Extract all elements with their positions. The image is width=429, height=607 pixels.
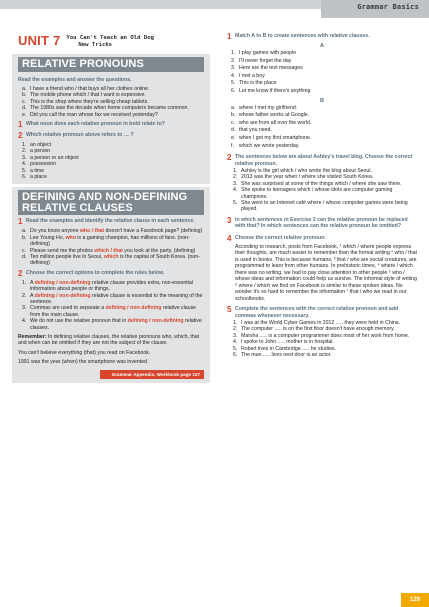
list-item: c. who are from all over the world. xyxy=(231,119,312,126)
list-item: 4. We do not use the relative pronoun that in defining / non-defining relative clauses. xyxy=(22,318,202,331)
reading-paragraph: According to research, posts from Facebook, ¹ which / where people express their thoughts, are much easier to remember than the formal writing ² who / that is used in books. This is because humans, ³ that / who are social creatures, are programmed to learn from other humans. In prehistoric times, ⁴ where / which there was no writing, we had to pay close attention to other people ⁵ who / whose ideas and information could help us survive. The informal style of writing ⁶ where / which we find on Facebook is similar to these spoken ideas. No wonder it's so hard to remember the information ⁷ that / who we read in our schoolbooks. xyxy=(235,243,417,302)
list-item: 1. I play games with people xyxy=(231,50,297,56)
list-item: d. Ten million people live in Seoul, which is the capital of South Korea. (non-defining) xyxy=(22,254,200,267)
list-item: b. whose father works at Google. xyxy=(231,112,310,119)
list-item: d. The 1980s was the decade when home computers became common. xyxy=(22,105,189,112)
question: 1 Read the examples and identify the relative clause in each sentence. xyxy=(18,217,195,227)
instruction: Read the examples and answer the questions. xyxy=(18,76,132,83)
list-item: a. I have a friend who / that buys all her clothes online. xyxy=(22,85,150,92)
example-list xyxy=(22,228,204,266)
panel-heading: RELATIVE PRONOUNS xyxy=(18,57,204,72)
exercise-2-list xyxy=(233,168,417,213)
header-tab xyxy=(321,0,429,18)
list-item: f. which we wrote yesterday. xyxy=(231,142,300,149)
list-item: 6. The man ..... lives next door is an actor. xyxy=(233,351,332,358)
question: 2 The sentences below are about Ashley's travel blog. Choose the correct relative pronoun. xyxy=(227,153,413,167)
list-item: 1. I was at the World Cyber Games in 2012 ..... they were held in China. xyxy=(233,319,401,326)
list-item: b. Lee Young Ho, who is a gaming champion, has millions of fans. (non-defining) xyxy=(22,234,190,248)
defining-clauses-panel xyxy=(12,187,210,382)
unit-label: UNIT 7 xyxy=(18,33,61,48)
list-item: e. Did you call the man whose fax we received yesterday? xyxy=(22,111,158,118)
list-item: 4. I met a boy xyxy=(231,72,265,79)
column-b-label: B xyxy=(319,97,325,104)
list-item: 2. a person xyxy=(22,148,51,155)
right-column xyxy=(227,33,417,358)
example-list xyxy=(22,86,204,118)
list-item: 4. I spoke to John ..... mother is in hospital. xyxy=(233,339,334,346)
example-sentence: You can't believe everything (that) you read on Facebook. xyxy=(18,349,151,356)
list-item: 1. A defining / non-defining relative clause provides extra, non-essential information about people or things. xyxy=(22,279,193,293)
list-item: d. that you need. xyxy=(231,127,272,134)
column-b-list xyxy=(231,105,417,151)
question: 2 Choose the correct options to complete the rules below. xyxy=(18,268,165,278)
column-a-list xyxy=(231,50,417,96)
unit-header xyxy=(18,33,210,49)
list-item: 6. Let me know if there's anything xyxy=(231,87,311,94)
left-column xyxy=(12,33,210,383)
list-item: 2. A defining / non-defining relative clause is essential to the meaning of the sentence. xyxy=(22,292,203,306)
list-item: 3. Marsha ..... is a computer programmer does most of her work from home. xyxy=(233,332,410,339)
list-item: 5. Robert lives in Cambridge ..... he studies. xyxy=(233,345,336,352)
question: 3 In which sentences in Exercise 2 can the relative pronoun be replaced with that? In which sentences can the relative pronoun be omitted? xyxy=(227,215,408,230)
answer-list xyxy=(22,142,204,180)
remember-note: Remember: In defining relative clauses, the relative pronouns who, which, that and when can be omitted if they are not the subject of the clause. xyxy=(18,334,200,347)
list-item: e. when I got my first smartphone. xyxy=(231,134,312,141)
list-item: 3. a person or an object xyxy=(22,154,79,161)
section-title: Grammar Basics xyxy=(357,3,419,11)
list-item: 2. I'll never forget the day xyxy=(231,57,292,64)
list-item: 5. She went to an Internet café where / whose computer games were being played. xyxy=(233,199,408,213)
list-item: 1. an object xyxy=(22,141,52,148)
list-item: b. The mobile phone which / that I want is expensive. xyxy=(22,92,146,99)
question: 2 Which relative pronoun above refers to … ? xyxy=(18,130,134,140)
list-item: 3. She was surprised at some of the things which / where she saw there. xyxy=(233,180,402,187)
question: 4 Choose the correct relative pronoun. xyxy=(227,233,326,243)
list-item: a. Do you know anyone who / that doesn't have a Facebook page? (defining) xyxy=(22,228,203,235)
list-item: a. where I met my girlfriend. xyxy=(231,104,298,111)
question: 1 What noun does each relative pronoun in bold relate to? xyxy=(18,119,165,129)
panel-heading: DEFINING AND NON-DEFINING RELATIVE CLAUSES xyxy=(18,190,204,215)
list-item: 5. a time xyxy=(22,167,45,174)
relative-pronouns-panel xyxy=(12,54,210,184)
page-number: 129 xyxy=(401,593,429,607)
list-item: 6. a place xyxy=(22,173,47,180)
unit-title: You Can't Teach an Old Dog New Tricks xyxy=(66,35,154,48)
list-item: c. This is the shop where they're selling cheap tablets. xyxy=(22,98,149,105)
question: 5 Complete the sentences with the correct relative pronoun and add commas whenever necessary. xyxy=(227,305,399,319)
list-item: c. Please send me the photos which / that you took at the party. (defining) xyxy=(22,247,196,254)
rules-list xyxy=(22,280,204,331)
list-item: 2. The computer ..... is on the first floor doesn't have enough memory. xyxy=(233,326,395,333)
question: 1 Match A to B to create sentences with relative clauses. xyxy=(227,32,370,41)
list-item: 2. 2013 was the year when / where she visited South Korea. xyxy=(233,174,374,181)
list-item: 4. possession xyxy=(22,161,56,168)
list-item: 5. This is the place xyxy=(231,80,277,87)
grammar-appendix-tab[interactable]: Grammar Appendix, Workbook page 127 xyxy=(100,370,204,379)
list-item: 4. She spoke to teenagers which / whose idols are computer gaming champions. xyxy=(233,187,393,200)
list-item: 1. Ashley is the girl which / who wrote the blog about Seoul. xyxy=(233,167,372,174)
list-item: 3. Commas are used to separate a defining / non-defining relative clause from the main clause. xyxy=(22,305,197,318)
exercise-5-list xyxy=(233,320,417,358)
column-a-label: A xyxy=(319,43,325,49)
example-sentence: 1991 was the year (when) the smartphone was invented. xyxy=(18,359,149,366)
list-item: 3. Here are the text messages xyxy=(231,65,303,72)
